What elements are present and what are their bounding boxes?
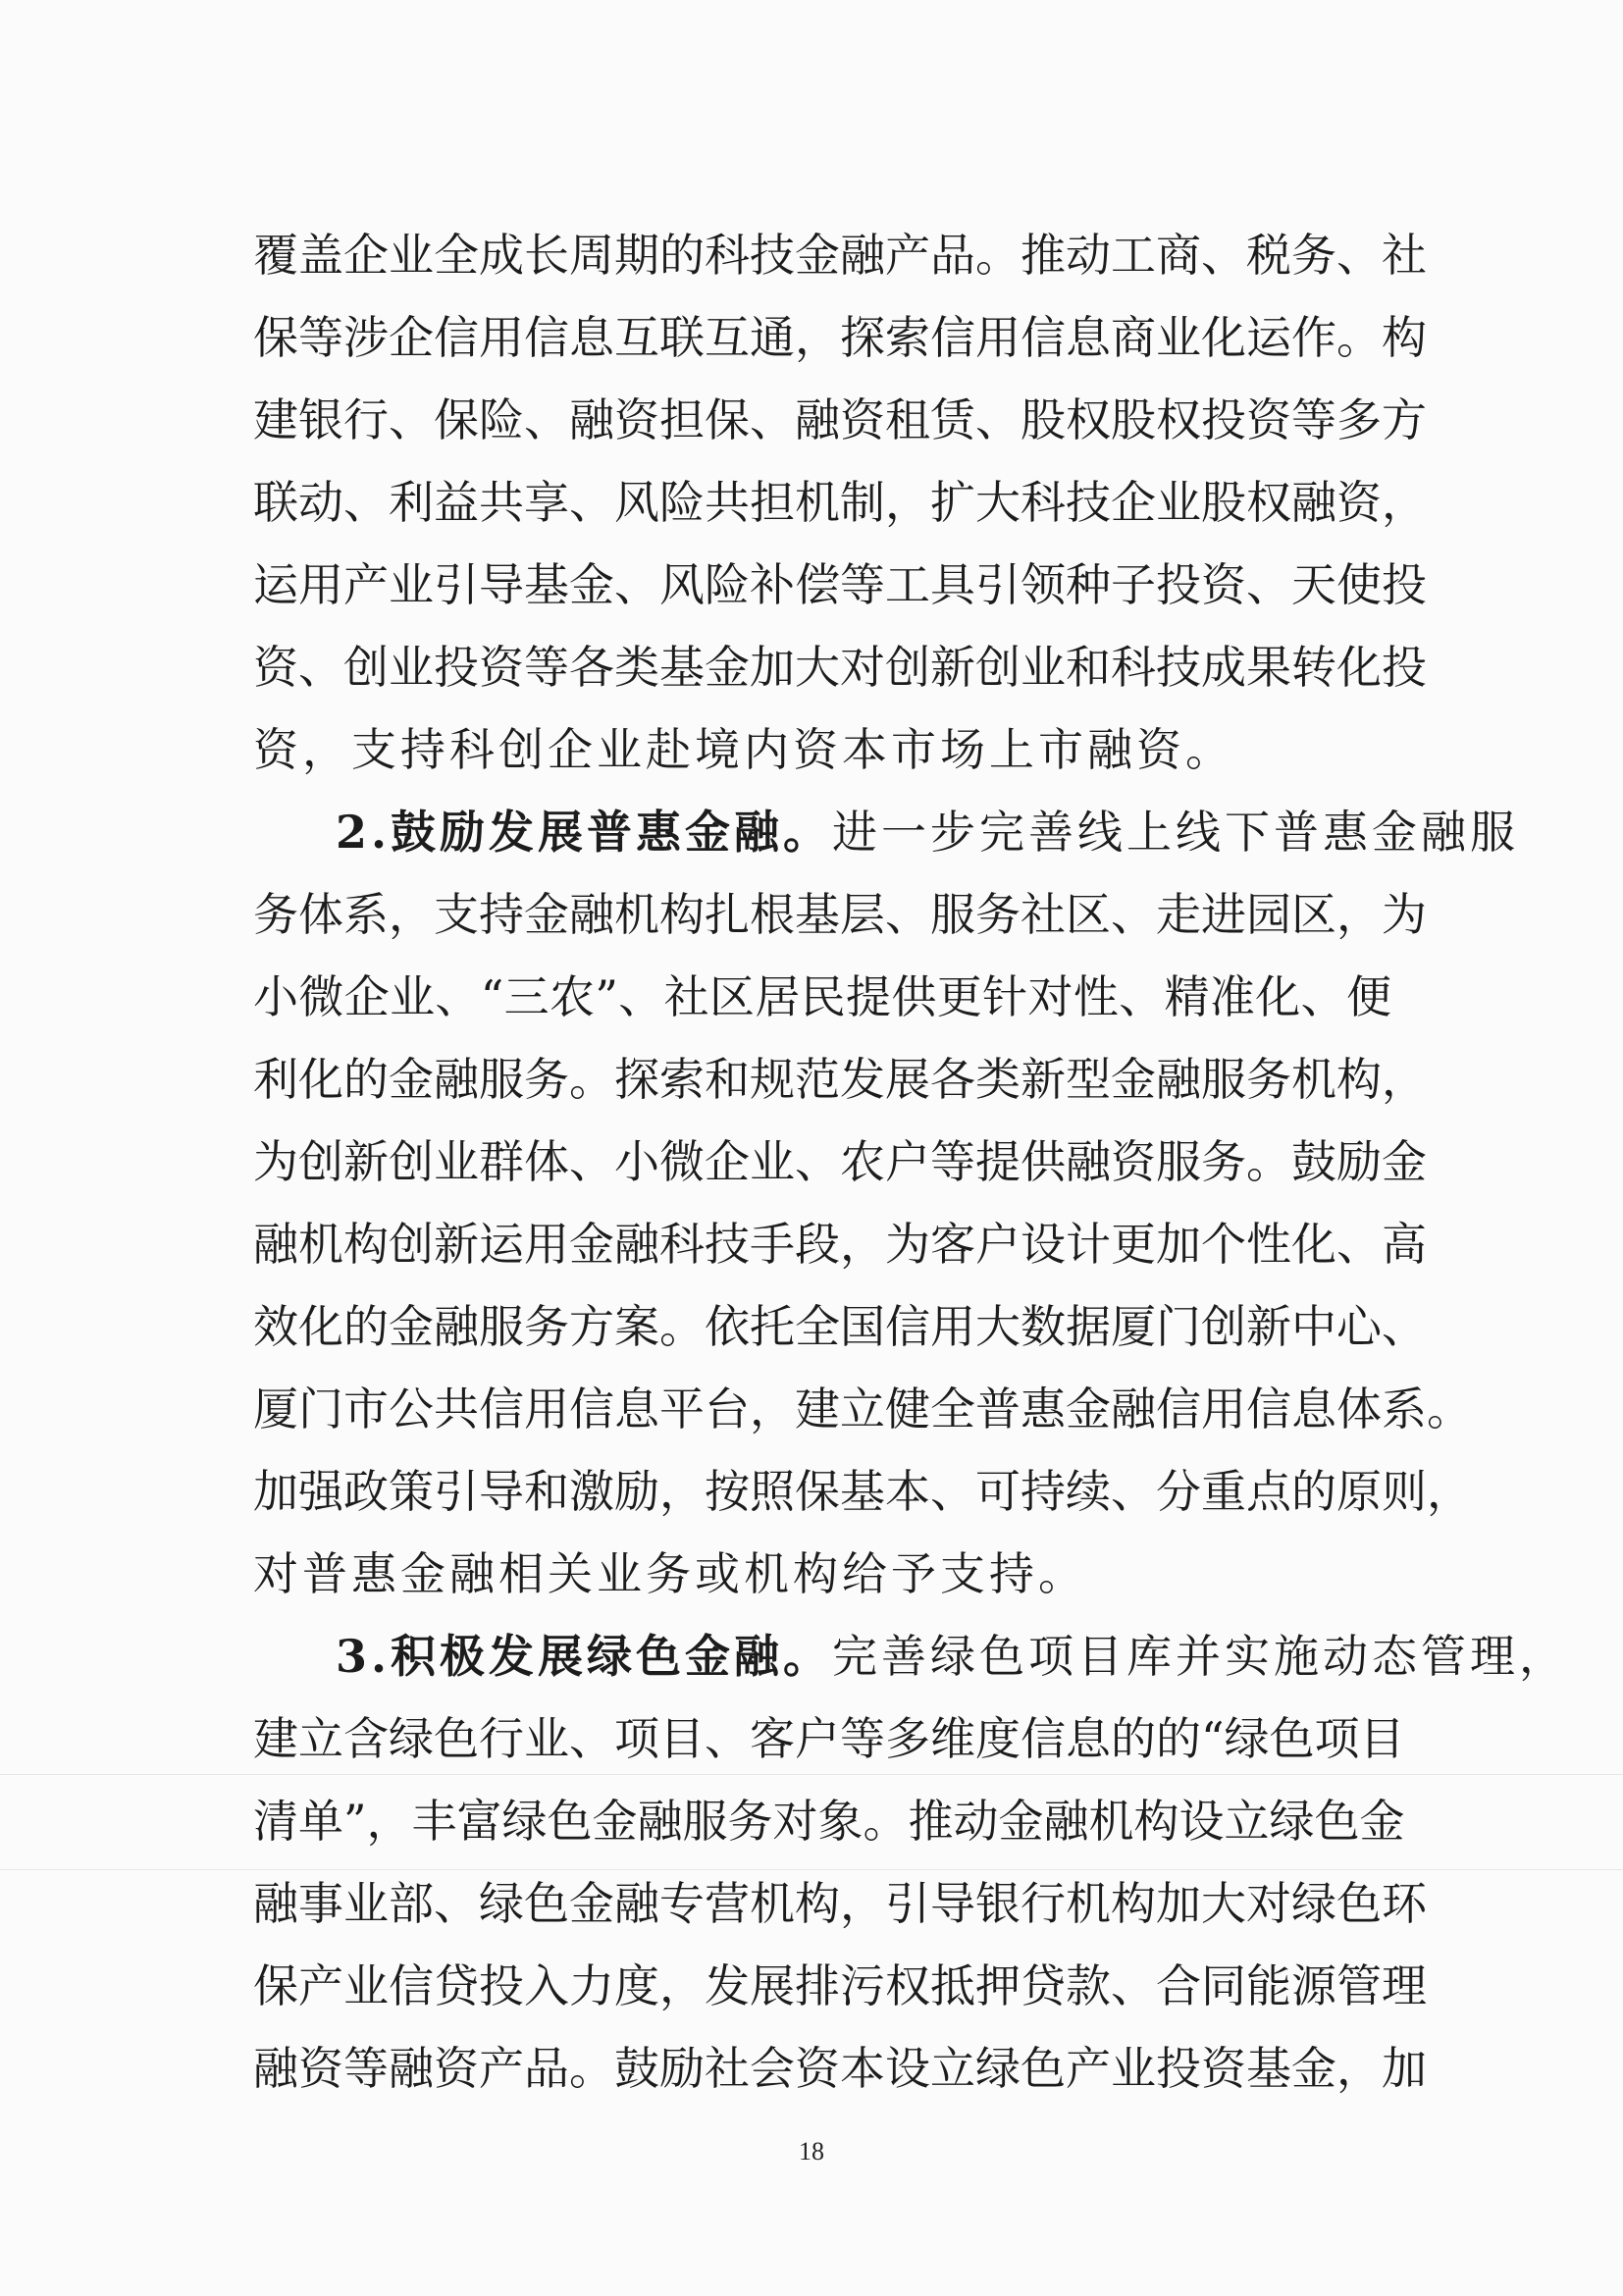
text-line: 小微企业、“三农”、社区居民提供更针对性、精准化、便 bbox=[253, 970, 1391, 1023]
text-line: 效化的金融服务方案。依托全国信用大数据厦门创新中心、 bbox=[253, 1300, 1427, 1353]
text-line: 资、创业投资等各类基金加大对创新创业和科技成果转化投 bbox=[253, 641, 1427, 694]
text-line: 建立含绿色行业、项目、客户等多维度信息的的“绿色项目 bbox=[253, 1712, 1405, 1765]
text-line: 运用产业引导基金、风险补偿等工具引领种子投资、天使投 bbox=[253, 558, 1427, 611]
text-line: 务体系，支持金融机构扎根基层、服务社区、走进园区，为 bbox=[253, 888, 1427, 941]
text-line: 保产业信贷投入力度，发展排污权抵押贷款、合同能源管理 bbox=[253, 1959, 1427, 2012]
text-line: 清单”，丰富绿色金融服务对象。推动金融机构设立绿色金 bbox=[253, 1795, 1405, 1848]
text-line: 融机构创新运用金融科技手段，为客户设计更加个性化、高 bbox=[253, 1218, 1427, 1271]
text-line: 对普惠金融相关业务或机构给予支持。 bbox=[253, 1547, 1087, 1600]
text-line: 覆盖企业全成长周期的科技金融产品。推动工商、税务、社 bbox=[253, 229, 1427, 282]
text-line: 保等涉企信用信息互联互通，探索信用信息商业化运作。构 bbox=[253, 311, 1427, 364]
text-line: 融事业部、绿色金融专营机构，引导银行机构加大对绿色环 bbox=[253, 1877, 1427, 1930]
section-heading-inline: 3.积极发展绿色金融。 bbox=[336, 1630, 833, 1683]
body-text bbox=[253, 214, 1569, 2110]
text-line: 为创新创业群体、小微企业、农户等提供融资服务。鼓励金 bbox=[253, 1135, 1427, 1188]
paragraph-first-line bbox=[253, 791, 1520, 873]
text-span: 进一步完善线上线下普惠金融服 bbox=[832, 806, 1520, 859]
text-line: 利化的金融服务。探索和规范发展各类新型金融服务机构， bbox=[253, 1053, 1427, 1106]
text-line: 建银行、保险、融资担保、融资租赁、股权股权投资等多方 bbox=[253, 393, 1427, 446]
paragraph-first-line bbox=[253, 1615, 1569, 1697]
text-line: 厦门市公共信用信息平台，建立健全普惠金融信用信息体系。 bbox=[253, 1383, 1472, 1435]
text-line: 融资等融资产品。鼓励社会资本设立绿色产业投资基金，加 bbox=[253, 2042, 1427, 2095]
text-line: 资，支持科创企业赴境内资本市场上市融资。 bbox=[253, 723, 1234, 776]
text-span: 完善绿色项目库并实施动态管理， bbox=[832, 1630, 1569, 1683]
text-line: 加强政策引导和激励，按照保基本、可持续、分重点的原则， bbox=[253, 1465, 1472, 1518]
section-heading-inline: 2.鼓励发展普惠金融。 bbox=[336, 806, 833, 859]
text-line: 联动、利益共享、风险共担机制，扩大科技企业股权融资， bbox=[253, 476, 1427, 529]
page-number: 18 bbox=[799, 2137, 824, 2166]
